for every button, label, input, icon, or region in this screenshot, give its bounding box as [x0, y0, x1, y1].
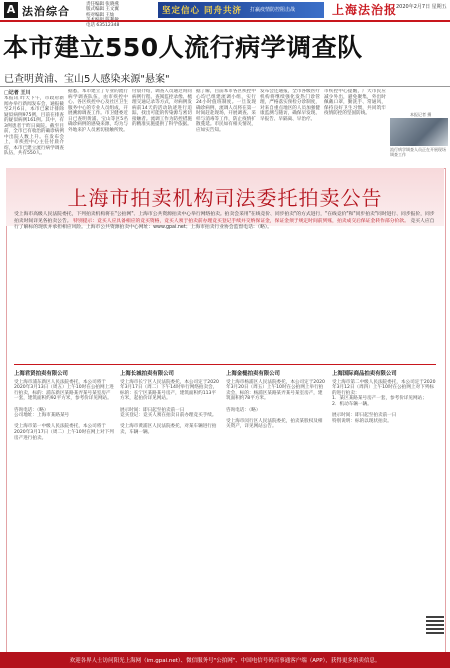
subheadline: 已查明黄浦、宝山5人感染来源"悬案" [4, 74, 170, 85]
auction-intro-end: 竞买人应自行了解标的现状并承担相应风险。上海市公共资源拍卖中心网址：www.gpai.net；上海市拍卖行业协会监督电话：（略）。 [14, 218, 435, 231]
auction-company-name: 上海君贤拍卖有限公司 [14, 371, 68, 377]
banner-slogan: 坚定信心 同舟共济 [162, 6, 242, 16]
photo-credit: 本报记者 摄 [410, 112, 432, 117]
article-column-4: 据了解，目前本市各区疾控中心均已组建流调小组，实行24小时值班制度。一旦发现确诊病例，流调人员将在第一时间赶赴现场，开展调查、采样与消毒等工作，防止疫情扩散蔓延。市民如有相关情况，应如实告知。 [196, 89, 256, 133]
auction-company-name: 上海国际商品拍卖有限公司 [332, 371, 397, 377]
auction-column-2 [120, 370, 220, 652]
headline-rule [0, 86, 450, 87]
qr-code [426, 616, 444, 634]
article-column-1: 本报讯 昨天下午，市政府新闻办举行新闻发布会，通报截至2月6日，本市已累计排除疑似病例975例，目前在排查的疑似病例161例。其中，有3例患者于昨日离院。截至目前，全市已有收治的确诊病例中出院人数上升。在发布会上，市疾控中心主任付晨介绍，本市已建立流行病学调查队伍，共有550人。 [4, 96, 64, 156]
dateline: 2020年2月7日 星期五 [396, 4, 447, 10]
byline: □记者 王川 [4, 90, 31, 96]
auction-notice-body: 受上海市杨浦区人民法院委托，本公司定于2020年3月20日（周五）上午10时在公拍网上举行拍卖会，标的：杨浦区某路某弄某号某室房产，建筑面积约78平方米。 咨询电话：（略） 受上海市闵行区人民法院委托，拍卖某股权及相关资产，详见网站公告。 [226, 379, 325, 430]
headline: 本市建立550人流行病学调查队 [3, 33, 363, 62]
masthead-logo: 上海法治报 [332, 3, 398, 17]
auction-company-name: 上海金槌拍卖有限公司 [226, 371, 280, 377]
photo-caption: 流行病学调查人员正在开展现场调查工作 [390, 147, 446, 157]
auction-notice-body: 受上海市第二中级人民法院委托，本公司定于2020年3月12日（周四）上午10时在公拍网上对下列标的进行拍卖： 1．某区某路某号房产一套，参考价详见网站； 2．机动车辆一辆。 展示时间：即日起至拍卖前一日 特别说明：标的以现状拍卖。 [332, 379, 436, 424]
auction-intro-text: 受上海市高级人民法院委托，下列拍卖机构将在"公拍网"、上海市公共资源拍卖中心举行网络拍卖。拍卖会采用"在线竞价、同步拍卖"的方式进行，"在线竞价"和"同步拍卖"同时进行、同步报价，同步拍卖时间详见各拍卖公告。 [14, 212, 435, 224]
auction-company-name: 上海长城拍卖有限公司 [120, 371, 174, 377]
auction-title: 上海市拍卖机构司法委托拍卖公告 [67, 186, 383, 210]
auction-column-4 [332, 370, 436, 652]
article-column-3: 付晨介绍，调查人员通过询问病例行程、查阅监控录像、梳理交通记录等方式，对病例发病前14天的活动轨迹进行追踪，找出可能的传染源与密切接触者。流调工作为防控措施的精准实施提供了科学依据。 [132, 89, 192, 127]
header-rule [0, 20, 450, 22]
page-letter: A [4, 2, 18, 18]
article-column-2: 据悉，本市建立了专业的流行病学调查队伍，由市疾控中心、各区疾控中心及社区卫生服务中心的专业人员组成，开展溯源调查工作。市卫健委近日已查明黄浦、宝山等区5名确诊病例的感染来源，均为与外地来沪人员密切接触所致。 [68, 89, 128, 133]
auction-column-1 [14, 370, 114, 652]
banner-subtitle: 打赢疫情防控阻击战 [250, 7, 296, 13]
auction-divider [14, 364, 436, 365]
auction-intro [14, 212, 438, 232]
article-column-5: 发布会还通报，全市各级医疗机构将继续强化发热门诊管理，严格落实预检分诊制度，对来自重点地区的人员加强健康监测与随访，确保早发现、早报告、早隔离、早治疗。 [260, 89, 320, 122]
section-title: 法治综合 [22, 5, 70, 18]
auction-column-3 [226, 370, 326, 652]
editors-block: 责任编辑 张晓燕 版式编辑 王文翼 校对编辑 王灿 电话 63512348 [86, 2, 120, 29]
article-column-6: 市疾控中心提醒，广大市民应减少外出，避免聚集，外出时佩戴口罩，勤洗手、常通风，保持良好卫生习惯，共同筑牢疫情防控的坚固防线。 [324, 89, 386, 116]
auction-notice-body: 受上海市长宁区人民法院委托，本公司定于2020年3月17日（周二）下午14时举行网络拍卖会，标的：长宁区某路某号房产，建筑面积约113平方米，起拍价详见网站。 展示时间：即日起至拍卖前一日 竞买登记：竞买人须在拍卖日前办理竞买手续。 受上海市黄浦区人民法院委托，对某车辆进行拍卖，车辆一辆。 [120, 379, 219, 435]
news-photo [390, 118, 448, 146]
auction-intro-notice: 特别提示：竞买人应具备相应的竞买资格，竞买人须于拍卖前办理竞买登记手续并交纳保证金，保证金须于规定时间前到账，拍卖成交后保证金转作部分价款。 [73, 218, 409, 224]
footer-text: 欢迎各界人士访问阳光上海网（im.gpai.net）、微信服务号"公拍网"、中国电信号码百事通客户端（APP），获得更多拍卖信息。 [69, 658, 381, 664]
auction-notice-body: 受上海市浦东新区人民法院委托，本公司将于2020年3月13日（周五）上午10时在公拍网上进行拍卖，标的：浦东新区某路某弄某号某室房产一套，建筑面积约92平方米，参考价详见网站。 咨询电话：（略） 公司地址：上海市某路某号 受上海市第一中级人民法院委托，本公司将于2020年3月17日（周二）上午10时在网上对下列房产进行拍卖。 [14, 379, 114, 441]
